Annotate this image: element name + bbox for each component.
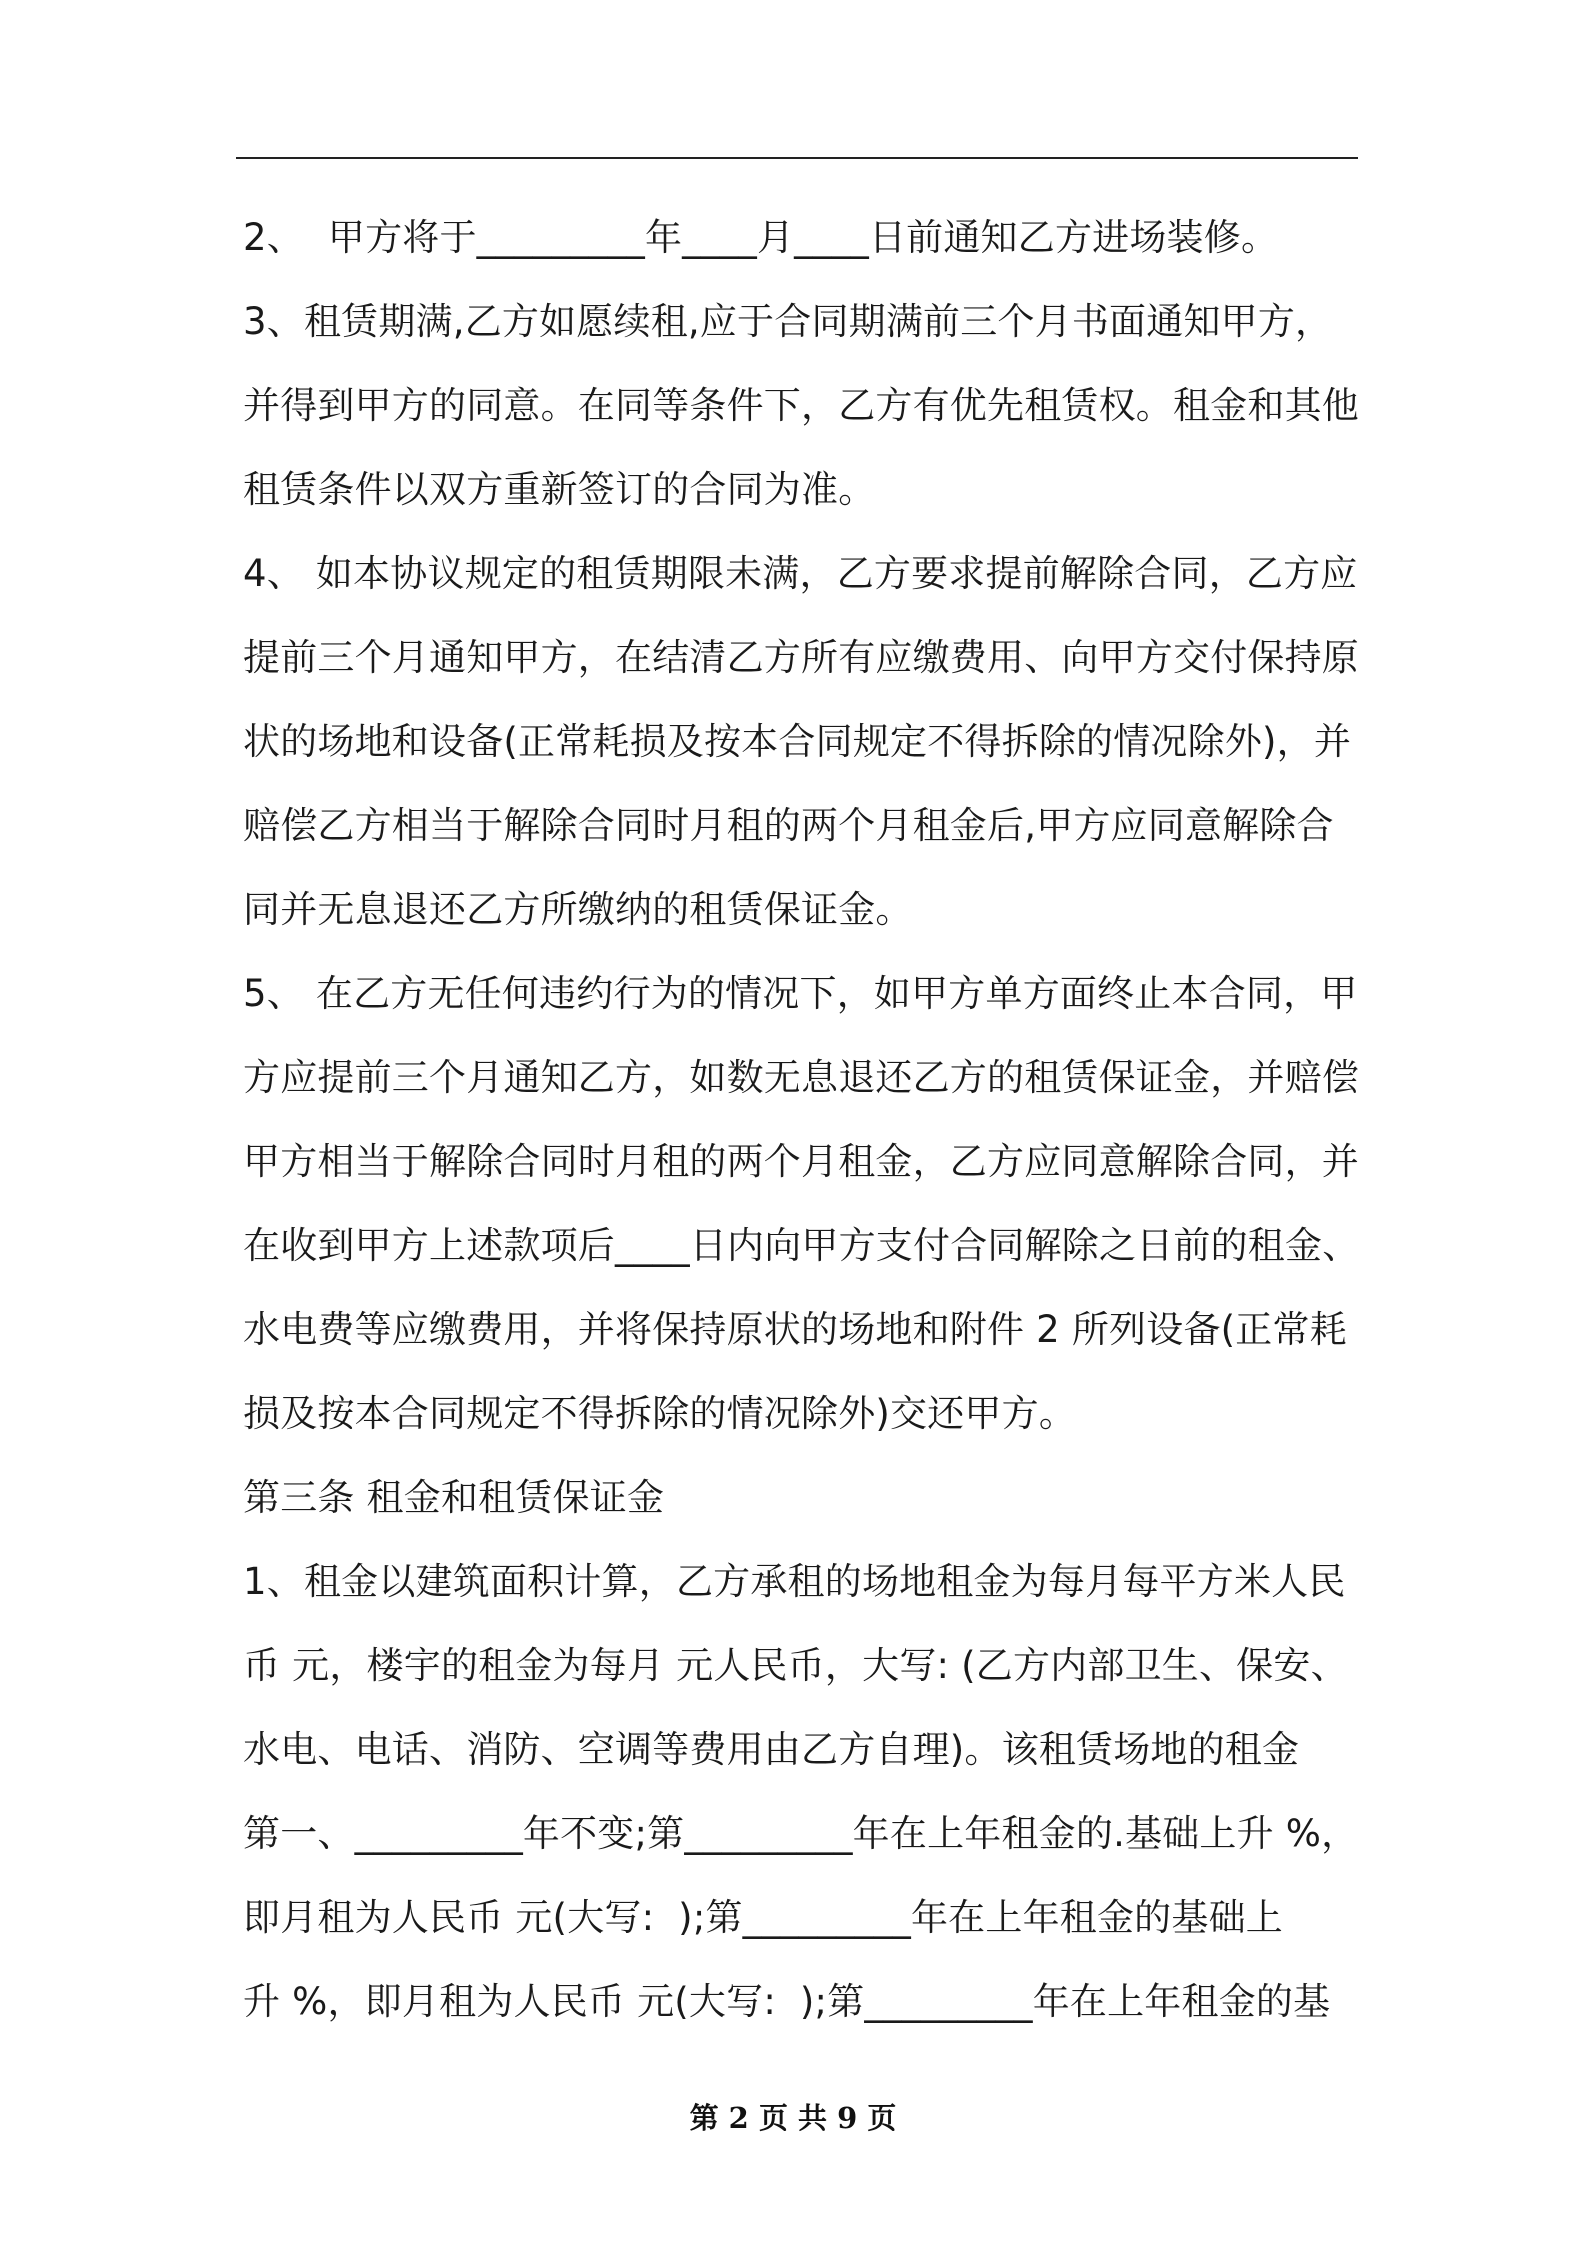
text-line: 租赁条件以双方重新签订的合同为准。	[243, 468, 876, 511]
text-line: 第一、_________年不变;第_________年在上年租金的.基础上升 %，	[243, 1812, 1359, 1855]
text-line: 方应提前三个月通知乙方，如数无息退还乙方的租赁保证金，并赔偿	[243, 1056, 1359, 1099]
text-line: 状的场地和设备(正常耗损及按本合同规定不得拆除的情况除外)，并	[243, 720, 1352, 763]
text-line: 5、 在乙方无任何违约行为的情况下，如甲方单方面终止本合同，甲	[243, 972, 1358, 1015]
text-line: 损及按本合同规定不得拆除的情况除外)交还甲方。	[243, 1392, 1077, 1435]
text-line: 赔偿乙方相当于解除合同时月租的两个月租金后,甲方应同意解除合	[243, 804, 1334, 847]
text-line: 升 %，即月租为人民币 元(大写: );第_________年在上年租金的基	[243, 1980, 1331, 2023]
text-line: 2、 甲方将于_________年____月____日前通知乙方进场装修。	[243, 216, 1279, 259]
document-body	[243, 196, 1360, 2044]
text-line: 同并无息退还乙方所缴纳的租赁保证金。	[243, 888, 913, 931]
text-line: 甲方相当于解除合同时月租的两个月租金，乙方应同意解除合同，并	[243, 1140, 1359, 1183]
text-line: 3、租赁期满,乙方如愿续租,应于合同期满前三个月书面通知甲方，	[243, 300, 1333, 343]
text-line: 即月租为人民币 元(大写: );第_________年在上年租金的基础上	[243, 1896, 1283, 1939]
text-line: 1、租金以建筑面积计算，乙方承租的场地租金为每月每平方米人民	[243, 1560, 1346, 1603]
text-line: 水电费等应缴费用，并将保持原状的场地和附件 2 所列设备(正常耗	[243, 1308, 1347, 1351]
text-line: 在收到甲方上述款项后____日内向甲方支付合同解除之日前的租金、	[243, 1224, 1360, 1267]
page-number: 第 2 页 共 9 页	[689, 2101, 897, 2135]
text-line: 币 元，楼宇的租金为每月 元人民币，大写: (乙方内部卫生、保安、	[243, 1644, 1348, 1687]
text-line: 并得到甲方的同意。在同等条件下，乙方有优先租赁权。租金和其他	[243, 384, 1359, 427]
text-line: 水电、电话、消防、空调等费用由乙方自理)。该租赁场地的租金	[243, 1728, 1300, 1771]
header-rule	[236, 157, 1358, 159]
section-heading: 第三条 租金和租赁保证金	[243, 1476, 665, 1519]
text-line: 4、 如本协议规定的租赁期限未满，乙方要求提前解除合同，乙方应	[243, 552, 1358, 595]
text-line: 提前三个月通知甲方，在结清乙方所有应缴费用、向甲方交付保持原	[243, 636, 1359, 679]
